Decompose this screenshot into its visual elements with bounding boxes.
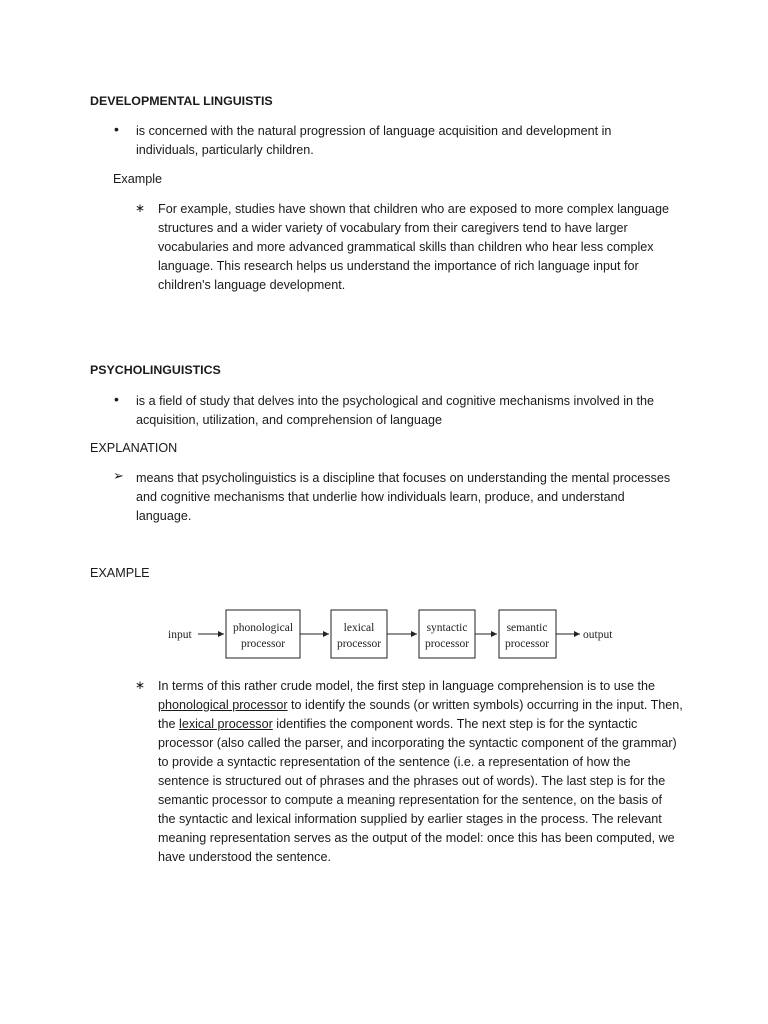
- diagram-box-syntactic: [419, 610, 475, 658]
- diagram-box-label: processor: [336, 638, 382, 650]
- developmental-definition: is concerned with the natural progression of language acquisition and development in individuals, particularly children.: [136, 124, 612, 157]
- explanation-text: means that psycholinguistics is a discipline that focuses on understanding the mental processes and cognitive mechanisms that underlie how individuals learn, produce, and understand language.: [136, 471, 671, 523]
- psycholinguistics-definition: is a field of study that delves into the psychological and cognitive mechanisms involved in the acquisition, utilization, and comprehension of language: [136, 394, 655, 427]
- diagram-box-label: processor: [504, 638, 550, 650]
- explanation-label: EXPLANATION: [90, 441, 178, 455]
- section-heading-developmental: DEVELOPMENTAL LINGUISTIS: [90, 94, 273, 108]
- bullet-dot-icon: •: [114, 121, 119, 137]
- diagram-input-label: input: [168, 629, 192, 641]
- model-text-part: identifies the component words. The next step is for the syntactic processor (also called the parser, and incorporating the syntactic component of the grammar) to provide a syntactic representation of the sentence (i.e. a representation of how the sentence is structured out of phrases and the phrases out of words). The last step is for the semantic processor to compute a meaning representation for the sentence, on the basis of the syntactic and lexical information supplied by earlier stages in the process. The relevant meaning representation serves as the output of the model: once this has been computed, we have understood the sentence.: [158, 717, 677, 864]
- star-bullet-icon: ∗: [135, 678, 146, 692]
- diagram-box-label: processor: [424, 638, 470, 650]
- developmental-example-text: For example, studies have shown that children who are exposed to more complex language structures and a wider variety of vocabulary from their caregivers tend to have larger vocabularies and more advanced grammatical skills than children who hear less complex language. This research helps us understand the importance of rich language input for children's language development.: [158, 202, 670, 292]
- example-heading: EXAMPLE: [90, 566, 150, 580]
- diagram-box-semantic: [499, 610, 556, 658]
- processing-model-diagram: [160, 604, 630, 664]
- model-text-part: In terms of this rather crude model, the first step in language comprehension is to use the: [158, 679, 656, 693]
- diagram-box-label: syntactic: [426, 622, 468, 634]
- example-label: Example: [113, 172, 162, 186]
- model-text-part: to identify the sounds (or written symbols) occurring in the input. Then, the: [158, 698, 683, 731]
- diagram-box-label: lexical: [343, 622, 375, 634]
- section-heading-psycholinguistics: PSYCHOLINGUISTICS: [90, 363, 221, 377]
- phonological-processor-term: phonological processor: [158, 698, 288, 712]
- lexical-processor-term: lexical processor: [179, 717, 273, 731]
- arrow-bullet-icon: ➢: [113, 468, 124, 483]
- diagram-box-lexical: [331, 610, 387, 658]
- bullet-dot-icon: •: [114, 391, 119, 407]
- diagram-box-phonological: [226, 610, 300, 658]
- diagram-output-label: output: [583, 629, 613, 641]
- diagram-box-label: processor: [240, 638, 286, 650]
- model-explanation-text: [158, 677, 683, 867]
- star-bullet-icon: ∗: [135, 201, 146, 215]
- diagram-box-label: phonological: [232, 622, 294, 634]
- diagram-box-label: semantic: [506, 622, 548, 634]
